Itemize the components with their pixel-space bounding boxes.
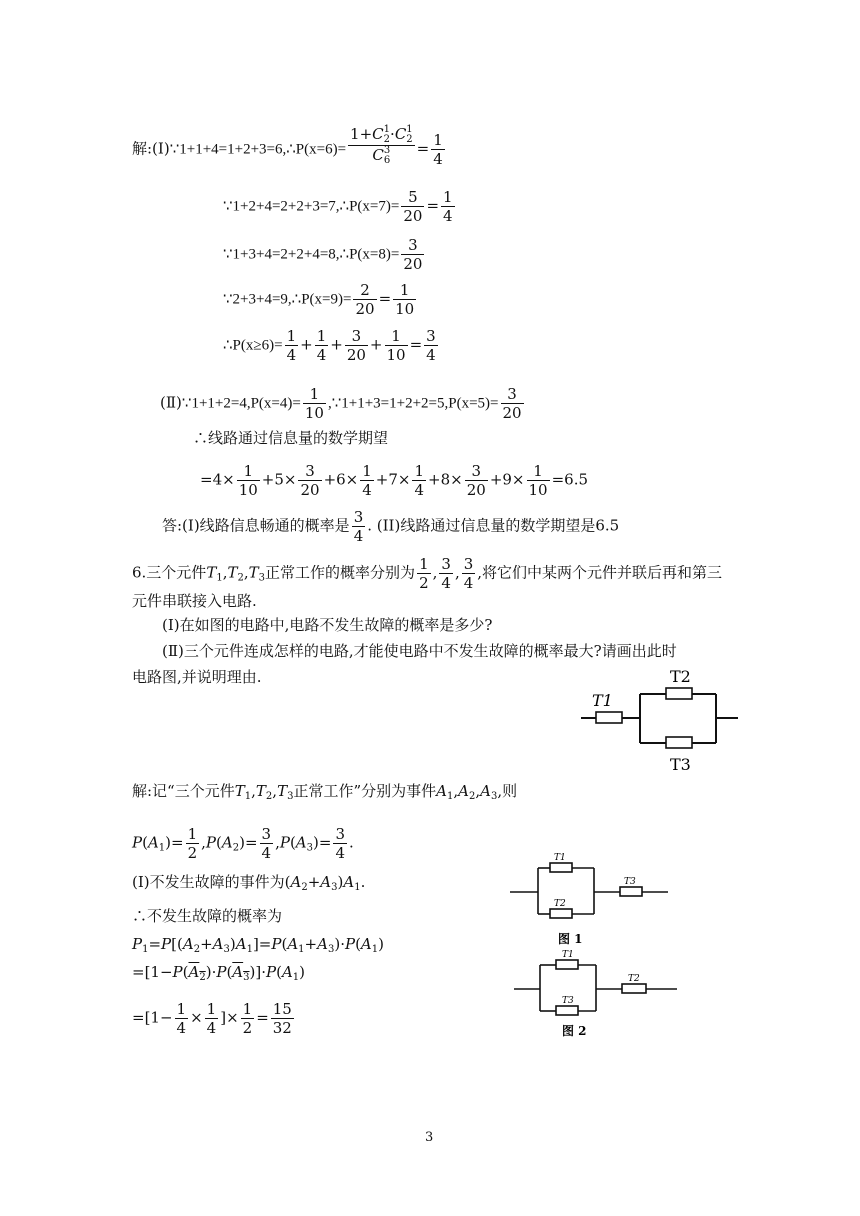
solution2-p1-line1: $P_1=P[(A_2+A_3)A_1]=P(A_1+A_3)\cdot P(A_1)$ bbox=[132, 935, 384, 955]
solution-line-p7: ∵1+2+4=2+2+3=7,∴P(x=7)= $\frac{5}{20}$ = $\frac{1}{4}$ bbox=[223, 188, 453, 225]
solution-line-p9: ∵2+3+4=9,∴P(x=9)= $\frac{2}{20}$ = $\frac{1}{10}$ bbox=[223, 281, 415, 318]
solution2-p1-line2: $=[1-P(A_2)\cdot P(A_3)]\cdot P(A_1)$ bbox=[132, 963, 306, 983]
problem6-q1: (Ⅰ)在如图的电路中,电路不发生故障的概率是多少? bbox=[162, 616, 493, 634]
solution2-probabilities: $P(A_1)=$ $\frac{1}{2}$ $,P(A_2)=$ $\frac{3}{4}$ $,P(A_3)=$ $\frac{3}{4}$ . bbox=[132, 825, 354, 862]
circuit-figure-1 bbox=[508, 848, 678, 948]
expectation-title: ∴线路通过信息量的数学期望 bbox=[193, 429, 389, 447]
fig-main-label-t1: T1 bbox=[592, 691, 613, 710]
fig2-label-t2: T2 bbox=[628, 974, 640, 984]
solution2-p1-line3: =[1− $\frac{1}{4}$ × $\frac{1}{4}$ ]× $\frac{1}{2}$ = $\frac{15}{32}$ bbox=[132, 1000, 292, 1037]
problem6-q2a: (Ⅱ)三个元件连成怎样的电路,才能使电路中不发生故障的概率最大?请画出此时 bbox=[162, 642, 677, 660]
problem6-q2b: 电路图,并说明理由. bbox=[132, 668, 262, 686]
expectation-formula: =4× $\frac{1}{10}$ +5× $\frac{3}{20}$ +6× $\frac{1}{4}$ +7× $\frac{1}{4}$ +8× $\frac{3}{20}$ +9× $\frac{1}{10}$ =6.5 bbox=[200, 462, 589, 499]
page-number: 3 bbox=[425, 1130, 434, 1145]
circuit-figure-main bbox=[576, 660, 746, 780]
solution-line-sum: ∴P(x≥6)= $\frac{1}{4}$ + $\frac{1}{4}$ + $\frac{3}{20}$ + $\frac{1}{10}$ = $\frac{3}{4}$ bbox=[223, 327, 436, 364]
answer-line: 答:(I)线路信息畅通的概率是 $\frac{3}{4}$ . (II)线路通过信息量的数学期望是6.5 bbox=[162, 508, 620, 545]
fig-main-label-t2: T2 bbox=[670, 667, 691, 686]
solution-line-part2: (Ⅱ)∵1+1+2=4,P(x=4)= $\frac{1}{10}$ ,∵1+1+3=1+2+2=5,P(x=5)= $\frac{3}{20}$ bbox=[160, 385, 522, 422]
fig2-caption: 图 2 bbox=[562, 1024, 587, 1038]
fig1-label-t2: T2 bbox=[554, 899, 566, 909]
fig1-caption: 图 1 bbox=[558, 932, 583, 946]
circuit-figure-2 bbox=[512, 945, 682, 1040]
fig2-label-t3: T3 bbox=[562, 996, 574, 1006]
solution2-q1: (Ⅰ)不发生故障的事件为$(A_2+A_3)A_1$. bbox=[132, 873, 366, 893]
solution-line-p8: ∵1+3+4=2+2+4=8,∴P(x=8)= $\frac{3}{20}$ bbox=[223, 236, 423, 273]
solution2-line1: 解:记“三个元件$T_1,T_2,T_3$正常工作”分别为事件$A_1,A_2,A_3$,则 bbox=[132, 782, 518, 802]
fig1-label-t3: T3 bbox=[624, 877, 636, 887]
fig2-label-t1: T1 bbox=[562, 950, 574, 960]
problem6-line1: 6.三个元件$T_1,T_2,T_3$正常工作的概率分别为 $\frac{1}{2}$ , $\frac{3}{4}$ , $\frac{3}{4}$ ,将它们中某两个元件并联后再和第三 bbox=[132, 555, 723, 592]
fig-main-label-t3: T3 bbox=[670, 755, 691, 774]
frac-p6: 1+C 1 2 ·C 1 2 C 3 6 bbox=[350, 124, 413, 166]
problem6-line2: 元件串联接入电路. bbox=[132, 592, 257, 610]
fig1-label-t1: T1 bbox=[554, 853, 566, 863]
solution-line-p6: 解:(Ⅰ)∵1+1+4=1+2+3=6,∴P(x=6)= 1+C 1 2 ·C 1 2 C 3 6 = $\frac{1}{4}$ bbox=[132, 124, 443, 168]
solution2-nofail: ∴不发生故障的概率为 bbox=[132, 907, 283, 925]
